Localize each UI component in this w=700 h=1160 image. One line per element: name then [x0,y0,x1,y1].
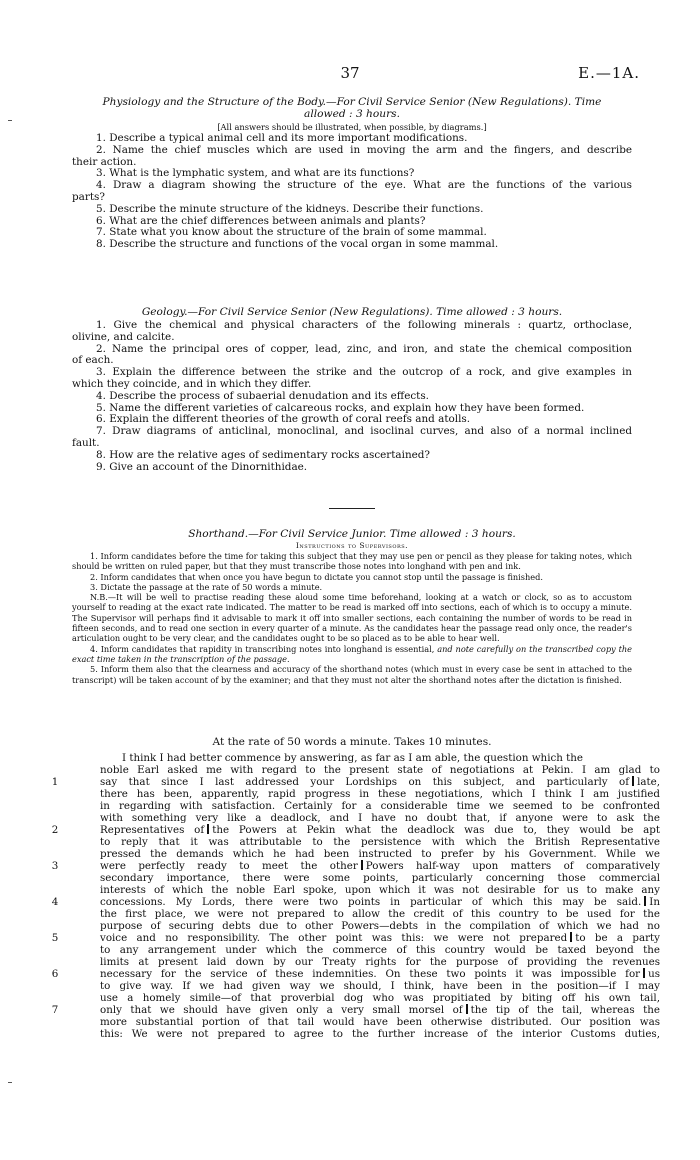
section-number: 4 [51,896,59,908]
passage-segment: the tip of the tail, whereas the [470,1004,660,1016]
passage-line: I think I had better commence by answering, as far as I am able, the question which the [122,752,584,764]
passage-line: limits at present laid down by our Treaty rights for the purpose of providing the revenues [100,956,660,968]
passage-line [100,968,660,980]
passage-line: more substantial portion of that tail would have been otherwise distributed. Our position was [100,1016,660,1028]
passage-line: to reply that it was attributable to the persistence with which the British Representative [100,836,660,848]
passage-segment: say that since I last addressed your Lordships on this subject, and particularly of [100,776,630,788]
shorthand-subheading: Instructions to Supervisors. [295,541,409,550]
passage-segment: the Powers at Pekin what the deadlock was due to, they would be apt [212,824,660,836]
section-mark [643,968,645,978]
physiology-title-time: allowed : 3 hours. [304,108,400,120]
question: 4. Draw a diagram showing the structure of the eye. What are the functions of the various [96,179,632,192]
instruction: 5. Inform them also that the clearness and accuracy of the shorthand notes (which must in every case be sent in attached to the transcript) will be taken account of by the examiner; and that they must not alter the shorthand notes after the dictation is finished. [72,664,632,685]
passage-line: pressed the demands which he had been instructed to prefer by his Government. While we [100,848,660,860]
physiology-title: Physiology and the Structure of the Body.—For Civil Service Senior (New Regulations). Time [102,96,602,108]
margin-mark [8,120,12,121]
passage-segment: voice and no responsibility. The other point was this: we were not prepared [100,932,568,944]
rate-line: At the rate of 50 words a minute. Takes 10 minutes. [212,736,492,748]
section-number: 5 [51,932,59,944]
passage-line [100,1004,660,1016]
question: 1. Give the chemical and physical characters of the following minerals : quartz, orthoclase, [96,319,632,331]
passage-line: use a homely simile—of that proverbial dog who was propitiated by biting off his own tail, [100,992,660,1004]
passage-segment: In [649,896,660,908]
section-mark [570,932,572,942]
physiology-section [72,96,632,251]
section-mark [361,860,363,870]
passage-line [100,860,660,872]
passage-line [100,824,660,836]
geology-title: Geology.—For Civil Service Senior (New Regulations). Time allowed : 3 hours. [141,306,563,318]
passage-line: in regarding with satisfaction. Certainly for a considerable time we seemed to be confronted [100,800,660,812]
passage-segment: to be a party [575,932,661,944]
passage-segment: Powers half-way upon matters of comparatively [365,860,660,872]
passage-segment: were perfectly ready to meet the other [100,860,358,872]
instruction-4-italic: and note carefully on the transcribed copy the exact time taken in the transcription of the passage. [72,643,632,664]
passage-segment: us [648,968,660,980]
question: 1. Describe a typical animal cell and its more important modifications. [96,132,468,144]
question: 3. What is the lymphatic system, and what are its functions? [96,167,415,180]
instruction-4-text: 4. Inform candidates that rapidity in transcribing notes into longhand is essential, [90,643,435,654]
passage-segment: only that we should have given only a very small morsel of [100,1004,463,1016]
passage-segment: concessions. My Lords, there were two points in particular of which this may be said. [100,896,642,908]
section-number: 7 [51,1004,59,1016]
page-number: 37 [340,64,360,82]
shorthand-section [72,528,632,685]
question-continuation: parts? [72,190,105,203]
passage-line: interests of which the noble Earl spoke, upon which it was not desirable for us to make any [100,884,660,896]
section-mark [632,776,634,786]
passage-line: the first place, we were not prepared to allow the credit of this country to be used for the [100,908,660,920]
physiology-note: [All answers should be illustrated, when possible, by diagrams.] [217,122,487,132]
passage-line: this: We were not prepared to agree to the further increase of the interior Customs duties, [100,1028,660,1040]
instruction-note: N.B.—It will be well to practise reading these aloud some time beforehand, looking at a watch or clock, so as to accustom yourself to reading at the exact rate indicated. The matter to be read is marked off into sections, each of which is to occupy a minute. The Supervisor will perhaps find it advisable to mark it off into smaller sections, each containing the number of words to be read in fifteen seconds, and to read one section in every quarter of a minute. As the candidates hear the passage read only once, the reader's articulation ought to be very clear, and the candidates ought to be so placed as to be able to hear well. [72,592,632,644]
question: 9. Give an account of the Dinornithidae. [96,460,308,473]
question: 7. Draw diagrams of anticlinal, monoclinal, and isoclinal curves, and also of a normal inclined [96,425,632,438]
geology-section [72,306,632,473]
passage-line [100,776,660,788]
question: 2. Name the principal ores of copper, lead, zinc, and iron, and state the chemical composition [96,342,632,355]
section-mark [207,824,209,834]
question: 8. Describe the structure and functions of the vocal organ in some mammal. [96,238,499,251]
section-divider-wrap [72,508,632,509]
question: 5. Name the different varieties of calcareous rocks, and explain how they have been formed. [96,401,585,414]
section-number: 1 [51,776,59,788]
question-continuation: which they coincide, and in which they differ. [72,377,312,390]
dictation-passage [0,752,700,1152]
instruction [72,644,632,665]
instruction: 1. Inform candidates before the time for taking this subject that they may use pen or pencil as they please for taking notes, which should be written on ruled paper, but that they must transcribe those notes into longhand with pen and ink. [72,551,632,572]
question-continuation: fault. [72,436,100,449]
question: 6. What are the chief differences between animals and plants? [96,214,426,227]
passage-line: purpose of securing debts due to other Powers—debts in the compilation of which we had no [100,920,660,932]
question: 7. State what you know about the structure of the brain of some mammal. [96,226,487,239]
passage-line: secondary importance, there were some points, particularly concerning those commercial [100,872,660,884]
question-continuation: their action. [72,155,137,168]
question: 8. How are the relative ages of sedimentary rocks ascertained? [96,448,431,461]
rate-line-wrap [72,736,632,749]
question: 3. Explain the difference between the strike and the outcrop of a rock, and give examples in [96,366,632,379]
document-reference: E.—1A. [578,64,640,82]
question: 6. Explain the different theories of the growth of coral reefs and atolls. [96,413,471,426]
question: 4. Describe the process of subaerial denudation and its effects. [96,389,429,402]
section-number: 2 [51,824,59,836]
question-continuation: olivine, and calcite. [72,330,175,343]
passage-segment: Representatives of [100,824,205,836]
passage-line: with something very like a deadlock, and I have no doubt that, if anyone were to ask the [100,812,660,824]
instruction: 3. Dictate the passage at the rate of 50 words a minute. [90,581,323,592]
question: 5. Describe the minute structure of the kidneys. Describe their functions. [96,202,484,215]
passage-line [100,896,660,908]
passage-line: to any arrangement under which the commerce of this country would be taxed beyond the [100,944,660,956]
section-divider [329,508,375,509]
section-number: 3 [51,860,59,872]
passage-line: there has been, apparently, rapid progress in these negotiations, which I think I am justified [100,788,660,800]
passage-segment: late, [637,776,660,788]
section-mark [466,1004,468,1014]
section-mark [644,896,646,906]
shorthand-title: Shorthand.—For Civil Service Junior. Time allowed : 3 hours. [188,528,516,540]
passage-segment: necessary for the service of these indemnities. On these two points it was impossible for [100,968,641,980]
section-number: 6 [51,968,59,980]
question-continuation: of each. [72,354,114,367]
instruction: 2. Inform candidates that when once you have begun to dictate you cannot stop until the passage is finished. [90,571,543,582]
passage-line: to give way. If we had given way we should, I think, have been in the position—if I may [100,980,660,992]
question: 2. Name the chief muscles which are used in moving the arm and the fingers, and describe [96,143,632,156]
passage-line: noble Earl asked me with regard to the present state of negotiations at Pekin. I am glad to [100,764,660,776]
passage-line [100,932,660,944]
